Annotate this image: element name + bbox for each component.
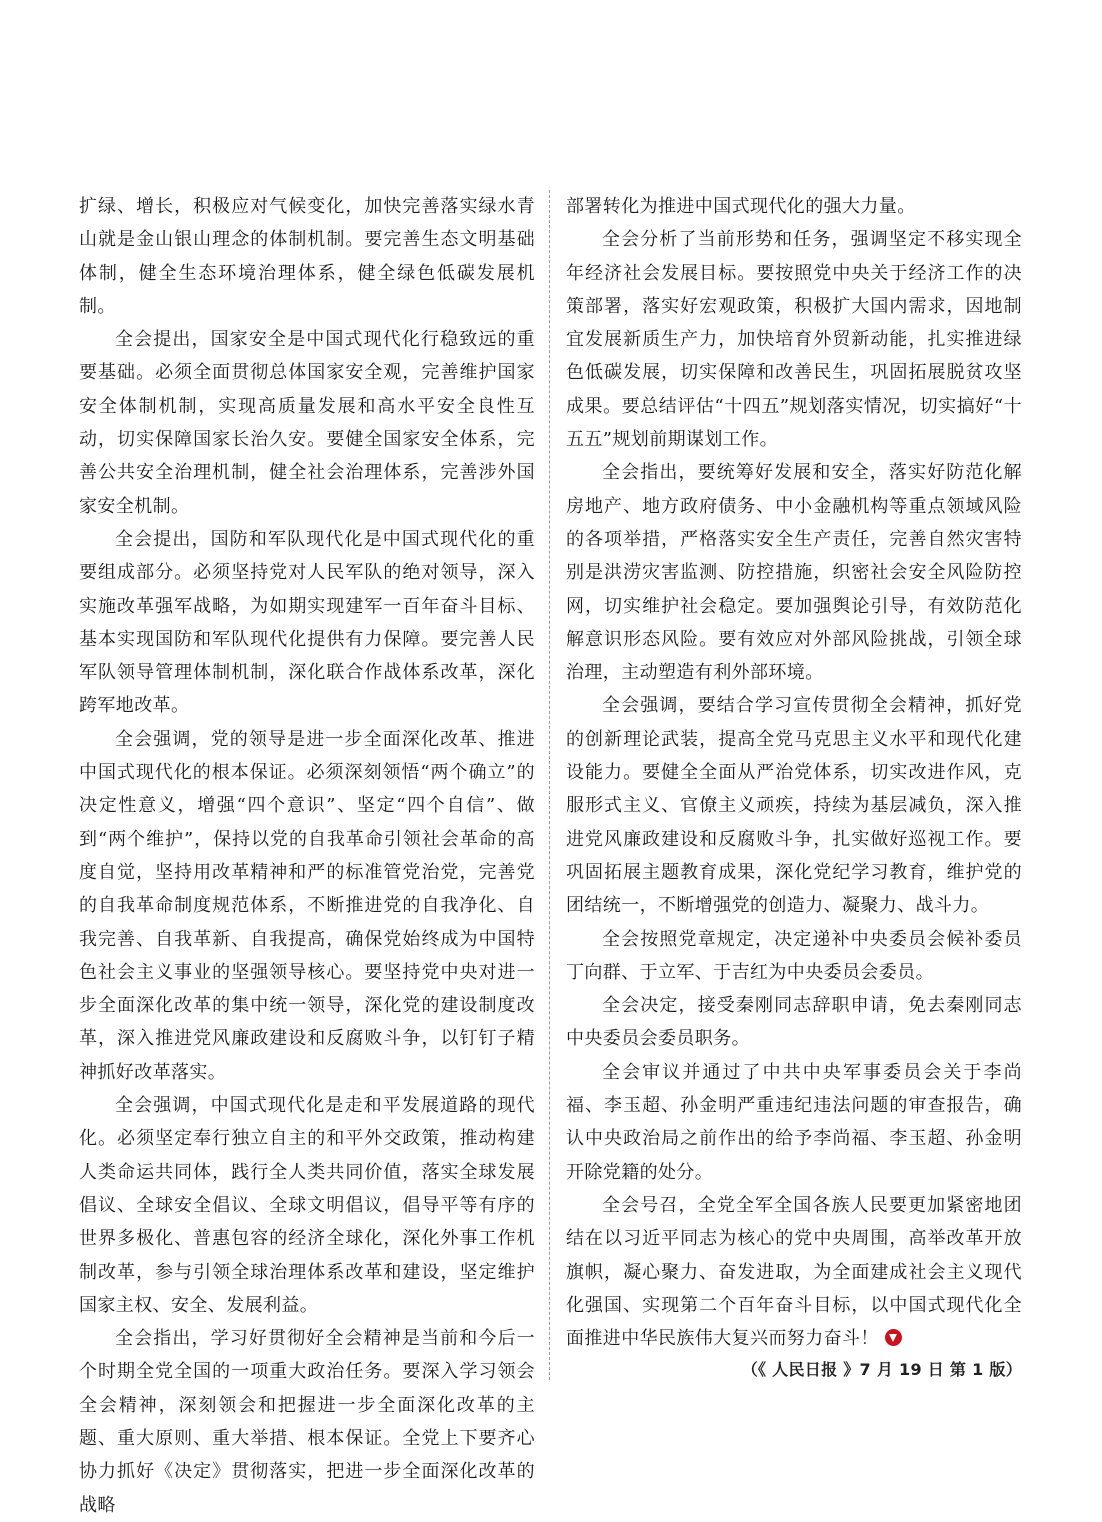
- last-paragraph: [566, 1189, 1022, 1355]
- column-divider: [549, 190, 550, 1380]
- paragraph: 全会提出，国防和军队现代化是中国式现代化的重要组成部分。必须坚持党对人民军队的绝对领导，深入实施改革强军战略，为如期实现建军一百年奋斗目标、基本实现国防和军队现代化提供有力保障。要完善人民军队领导管理体制机制，深化联合作战体系改革，深化跨军地改革。: [79, 528, 535, 717]
- paragraph: 全会决定，接受秦刚同志辞职申请，免去秦刚同志中央委员会委员职务。: [566, 995, 1022, 1050]
- source-citation: （《 人民日报 》7 月 19 日 第 1 版）: [741, 1360, 1022, 1379]
- paragraph: 全会强调，要结合学习宣传贯彻全会精神，抓好党的创新理论武装，提高全党马克思主义水平和现代化建设能力。要健全全面从严治党体系，切实改进作风，克服形式主义、官僚主义顽疾，持续为基层减负，深入推进党风廉政建设和反腐败斗争，扎实做好巡视工作。要巩固拓展主题教育成果，深化党纪学习教育，维护党的团结统一，不断增强党的创造力、凝聚力、战斗力。: [566, 695, 1022, 917]
- paragraph: 全会按照党章规定，决定递补中央委员会候补委员丁向群、于立军、于吉红为中央委员会委员。: [566, 928, 1022, 983]
- left-column: [79, 190, 535, 1516]
- paragraph: 全会强调，中国式现代化是走和平发展道路的现代化。必须坚定奉行独立自主的和平外交政策，推动构建人类命运共同体，践行全人类共同价值，落实全球发展倡议、全球安全倡议、全球文明倡议，倡导平等有序的世界多极化、普惠包容的经济全球化，深化外事工作机制改革，参与引领全球治理体系改革和建设，坚定维护国家主权、安全、发展利益。: [79, 1095, 535, 1316]
- paragraph: 全会强调，党的领导是进一步全面深化改革、推进中国式现代化的根本保证。必须深刻领悟“两个确立”的决定性意义，增强“四个意识”、坚定“四个自信”、做到“两个维护”，保持以党的自我革命引领社会革命的高度自觉，坚持用改革精神和严的标准管党治党，完善党的自我革命制度规范体系，不断推进党的自我净化、自我完善、自我革新、自我提高，确保党始终成为中国特色社会主义事业的坚强领导核心。要坚持党中央对进一步全面深化改革的集中统一领导，深化党的建设制度改革，深入推进党风廉政建设和反腐败斗争，以钉钉子精神抓好改革落实。: [79, 728, 535, 1083]
- paragraph: 扩绿、增长，积极应对气候变化，加快完善落实绿水青山就是金山银山理念的体制机制。要完善生态文明基础体制，健全生态环境治理体系，健全绿色低碳发展机制。: [79, 196, 535, 317]
- right-column: [566, 190, 1022, 1390]
- paragraph-text: 全会号召，全党全军全国各族人民要更加紧密地团结在以习近平同志为核心的党中央周围，高举改革开放旗帜，凝心聚力、奋发进取，为全面建成社会主义现代化强国、实现第二个百年奋斗目标，以中国式现代化全面推进中华民族伟大复兴而努力奋斗！: [566, 1194, 1022, 1350]
- paragraph: 全会分析了当前形势和任务，强调坚定不移实现全年经济社会发展目标。要按照党中央关于经济工作的决策部署，落实好宏观政策，积极扩大国内需求，因地制宜发展新质生产力，加快培育外贸新动能，扎实推进绿色低碳发展，切实保障和改善民生，巩固拓展脱贫攻坚成果。要总结评估“十四五”规划落实情况，切实搞好“十五五”规划前期谋划工作。: [566, 229, 1022, 451]
- paragraph: 全会审议并通过了中共中央军事委员会关于李尚福、李玉超、孙金明严重违纪违法问题的审查报告，确认中央政治局之前作出的给予李尚福、李玉超、孙金明开除党籍的处分。: [566, 1061, 1022, 1183]
- paragraph: 部署转化为推进中国式现代化的强大力量。: [566, 196, 916, 217]
- paragraph: 全会指出，要统筹好发展和安全，落实好防范化解房地产、地方政府债务、中小金融机构等重点领域风险的各项举措，严格落实安全生产责任，完善自然灾害特别是洪涝灾害监测、防控措施，织密社会安全风险防控网，切实维护社会稳定。要加强舆论引导，有效防范化解意识形态风险。要有效应对外部风险挑战，引领全球治理，主动塑造有利外部环境。: [566, 462, 1022, 684]
- paragraph: 全会提出，国家安全是中国式现代化行稳致远的重要基础。必须全面贯彻总体国家安全观，完善维护国家安全体制机制，实现高质量发展和高水平安全良性互动，切实保障国家长治久安。要健全国家安全体系，完善公共安全治理机制，健全社会治理体系，完善涉外国家安全机制。: [79, 329, 535, 517]
- paragraph: 全会指出，学习好贯彻好全会精神是当前和今后一个时期全党全国的一项重大政治任务。要深入学习领会全会精神，深刻领会和把握进一步全面深化改革的主题、重大原则、重大举措、根本保证。全党上下要齐心协力抓好《决定》贯彻落实，把进一步全面深化改革的战略: [79, 1328, 535, 1516]
- end-of-article-icon: [885, 1329, 902, 1346]
